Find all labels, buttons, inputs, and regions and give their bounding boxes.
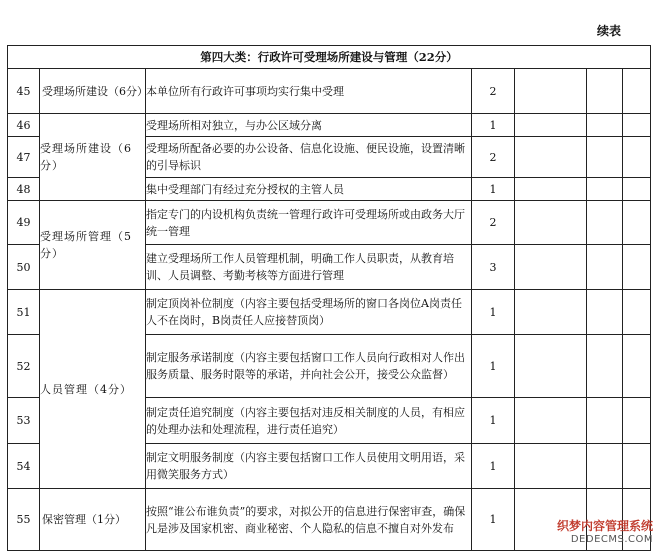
score-cell: 1 — [472, 398, 515, 444]
blank-cell — [587, 178, 623, 201]
item-cell: 制定责任追究制度（内容主要包括对违反相关制度的人员，有相应的处理办法和处理流程，进行责任追究） — [146, 398, 472, 444]
category-cell: 保密管理（1分） — [40, 489, 146, 551]
score-cell: 1 — [472, 114, 515, 137]
blank-cell — [587, 201, 623, 245]
item-cell: 受理场所配备必要的办公设备、信息化设施、便民设施，设置清晰的引导标识 — [146, 137, 472, 178]
item-cell: 建立受理场所工作人员管理机制，明确工作人员职责，从教育培训、人员调整、考勤考核等方面进行管理 — [146, 245, 472, 290]
category-cell: 人员管理（4分） — [40, 290, 146, 489]
category-cell: 受理场所建设（6分） — [40, 69, 146, 114]
score-cell: 1 — [472, 489, 515, 551]
blank-cell — [587, 137, 623, 178]
table-row — [8, 290, 651, 335]
score-cell: 1 — [472, 178, 515, 201]
table-row — [8, 114, 651, 137]
row-number: 53 — [8, 398, 40, 444]
item-cell: 指定专门的内设机构负责统一管理行政许可受理场所或由政务大厅统一管理 — [146, 201, 472, 245]
blank-cell — [515, 290, 587, 335]
row-number: 47 — [8, 137, 40, 178]
table-row — [8, 201, 651, 245]
blank-cell — [623, 69, 651, 114]
blank-cell — [515, 137, 587, 178]
blank-cell — [623, 114, 651, 137]
row-number: 51 — [8, 290, 40, 335]
item-cell: 制定文明服务制度（内容主要包括窗口工作人员使用文明用语，采用微笑服务方式） — [146, 444, 472, 489]
blank-cell — [515, 335, 587, 398]
row-number: 49 — [8, 201, 40, 245]
item-cell: 本单位所有行政许可事项均实行集中受理 — [146, 69, 472, 114]
row-number: 54 — [8, 444, 40, 489]
score-cell: 1 — [472, 335, 515, 398]
item-cell: 制定服务承诺制度（内容主要包括窗口工作人员向行政相对人作出服务质量、服务时限等的承诺，并向社会公开，接受公众监督） — [146, 335, 472, 398]
blank-cell — [623, 201, 651, 245]
blank-cell — [587, 69, 623, 114]
score-cell: 2 — [472, 137, 515, 178]
blank-cell — [623, 444, 651, 489]
watermark-url: DEDECMS.COM — [570, 534, 653, 545]
category-cell: 受理场所管理（5分） — [40, 201, 146, 290]
row-number: 50 — [8, 245, 40, 290]
blank-cell — [515, 398, 587, 444]
score-cell: 1 — [472, 290, 515, 335]
item-cell: 受理场所相对独立，与办公区域分离 — [146, 114, 472, 137]
row-number: 52 — [8, 335, 40, 398]
site-watermark — [533, 517, 653, 553]
blank-cell — [587, 444, 623, 489]
row-number: 55 — [8, 489, 40, 551]
item-cell: 制定顶岗补位制度（内容主要包括受理场所的窗口各岗位A岗责任人不在岗时，B岗责任人应接替顶岗） — [146, 290, 472, 335]
blank-cell — [515, 201, 587, 245]
blank-cell — [587, 114, 623, 137]
row-number: 46 — [8, 114, 40, 137]
table-caption: 第四大类：行政许可受理场所建设与管理（22分） — [8, 46, 651, 69]
table-row — [8, 69, 651, 114]
category-cell: 受理场所建设（6分） — [40, 114, 146, 201]
item-cell: 集中受理部门有经过充分授权的主管人员 — [146, 178, 472, 201]
score-cell: 1 — [472, 444, 515, 489]
score-cell: 2 — [472, 69, 515, 114]
continued-label: 续表 — [597, 24, 622, 38]
blank-cell — [515, 178, 587, 201]
blank-cell — [623, 335, 651, 398]
blank-cell — [515, 245, 587, 290]
blank-cell — [515, 444, 587, 489]
blank-cell — [515, 69, 587, 114]
blank-cell — [623, 245, 651, 290]
table-caption-row — [8, 46, 651, 69]
item-cell: 按照“谁公布谁负责”的要求，对拟公开的信息进行保密审查，确保凡是涉及国家机密、商业秘密、个人隐私的信息不擅自对外发布 — [146, 489, 472, 551]
blank-cell — [587, 290, 623, 335]
score-cell: 2 — [472, 201, 515, 245]
blank-cell — [623, 178, 651, 201]
evaluation-table — [7, 45, 651, 551]
blank-cell — [515, 114, 587, 137]
blank-cell — [623, 398, 651, 444]
watermark-title: 织梦内容管理系统 — [556, 519, 653, 533]
blank-cell — [587, 245, 623, 290]
score-cell: 3 — [472, 245, 515, 290]
blank-cell — [623, 290, 651, 335]
row-number: 45 — [8, 69, 40, 114]
row-number: 48 — [8, 178, 40, 201]
blank-cell — [587, 335, 623, 398]
blank-cell — [587, 398, 623, 444]
blank-cell — [623, 137, 651, 178]
